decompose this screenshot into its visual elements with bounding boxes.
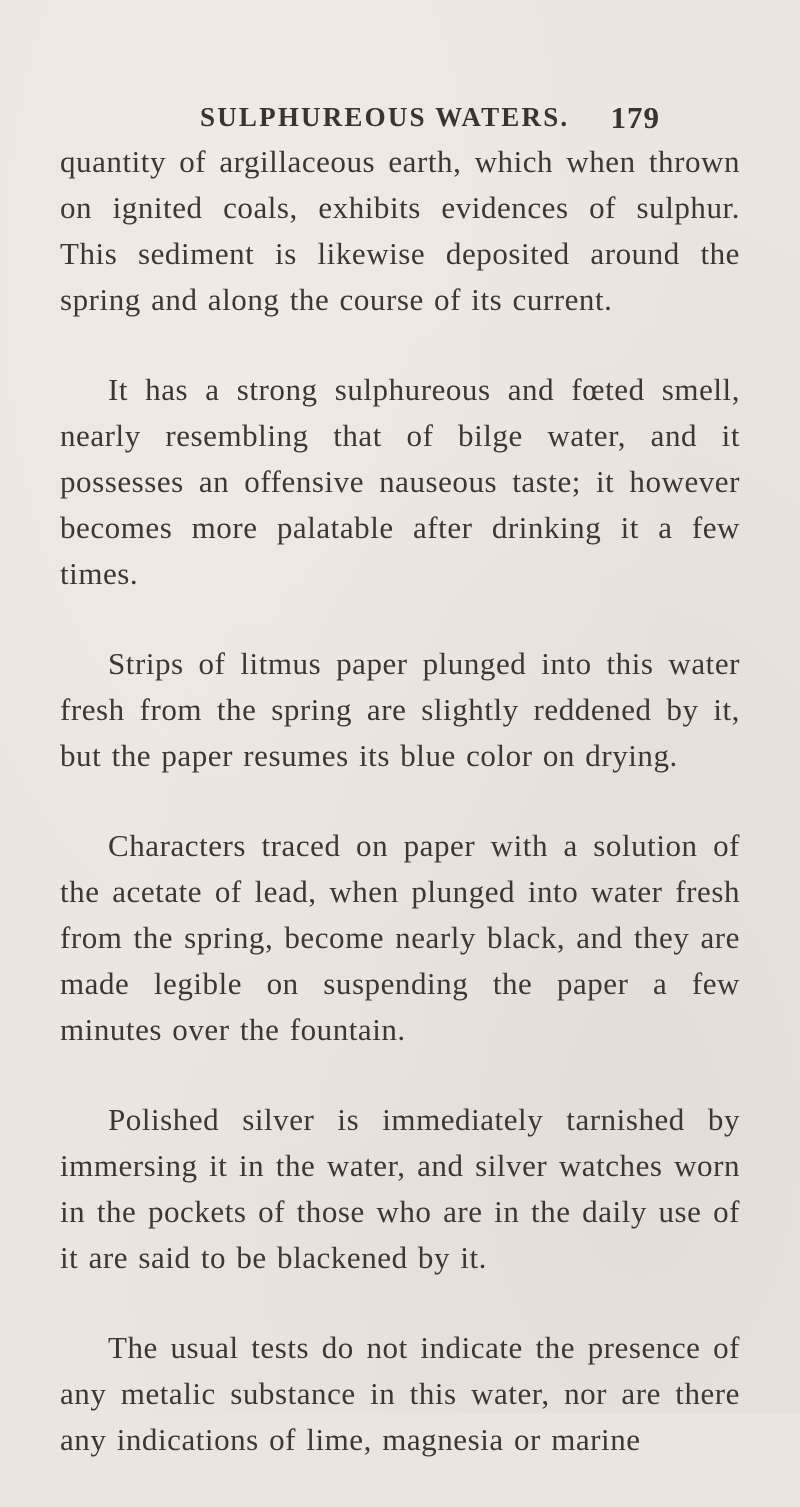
running-head <box>0 102 800 142</box>
paragraph-continuation: quantity of argillaceous earth, which when thrown on ignited coals, exhibits evidences of sulphur. This sediment is likewise deposited around the spring and along the course of its current. <box>60 144 740 317</box>
page-number: 179 <box>610 100 660 135</box>
body-text <box>60 139 740 1507</box>
running-title: SULPHUREOUS WATERS. <box>200 102 570 132</box>
paragraph-silver-tarnish: Polished silver is immediately tarnished by immersing it in the water, and silver watches worn in the pockets of those who are in the daily use of it are said to be blackened by it. <box>60 1102 740 1275</box>
paragraph-lead-acetate-test: Characters traced on paper with a solution of the acetate of lead, when plunged into water fresh from the spring, become nearly black, and they are made legible on suspending the paper a few minutes over the fountain. <box>60 828 740 1047</box>
paragraph-litmus-test: Strips of litmus paper plunged into this water fresh from the spring are slightly reddened by it, but the paper resumes its blue color on drying. <box>60 646 740 773</box>
paragraph-usual-tests: The usual tests do not indicate the presence of any metalic substance in this water, nor are there any indications of lime, magnesia or marine <box>60 1330 740 1457</box>
paragraph-smell-taste: It has a strong sulphureous and fœted smell, nearly resembling that of bilge water, and it possesses an offensive nauseous taste; it however becomes more palatable after drinking it a few times. <box>60 372 740 591</box>
